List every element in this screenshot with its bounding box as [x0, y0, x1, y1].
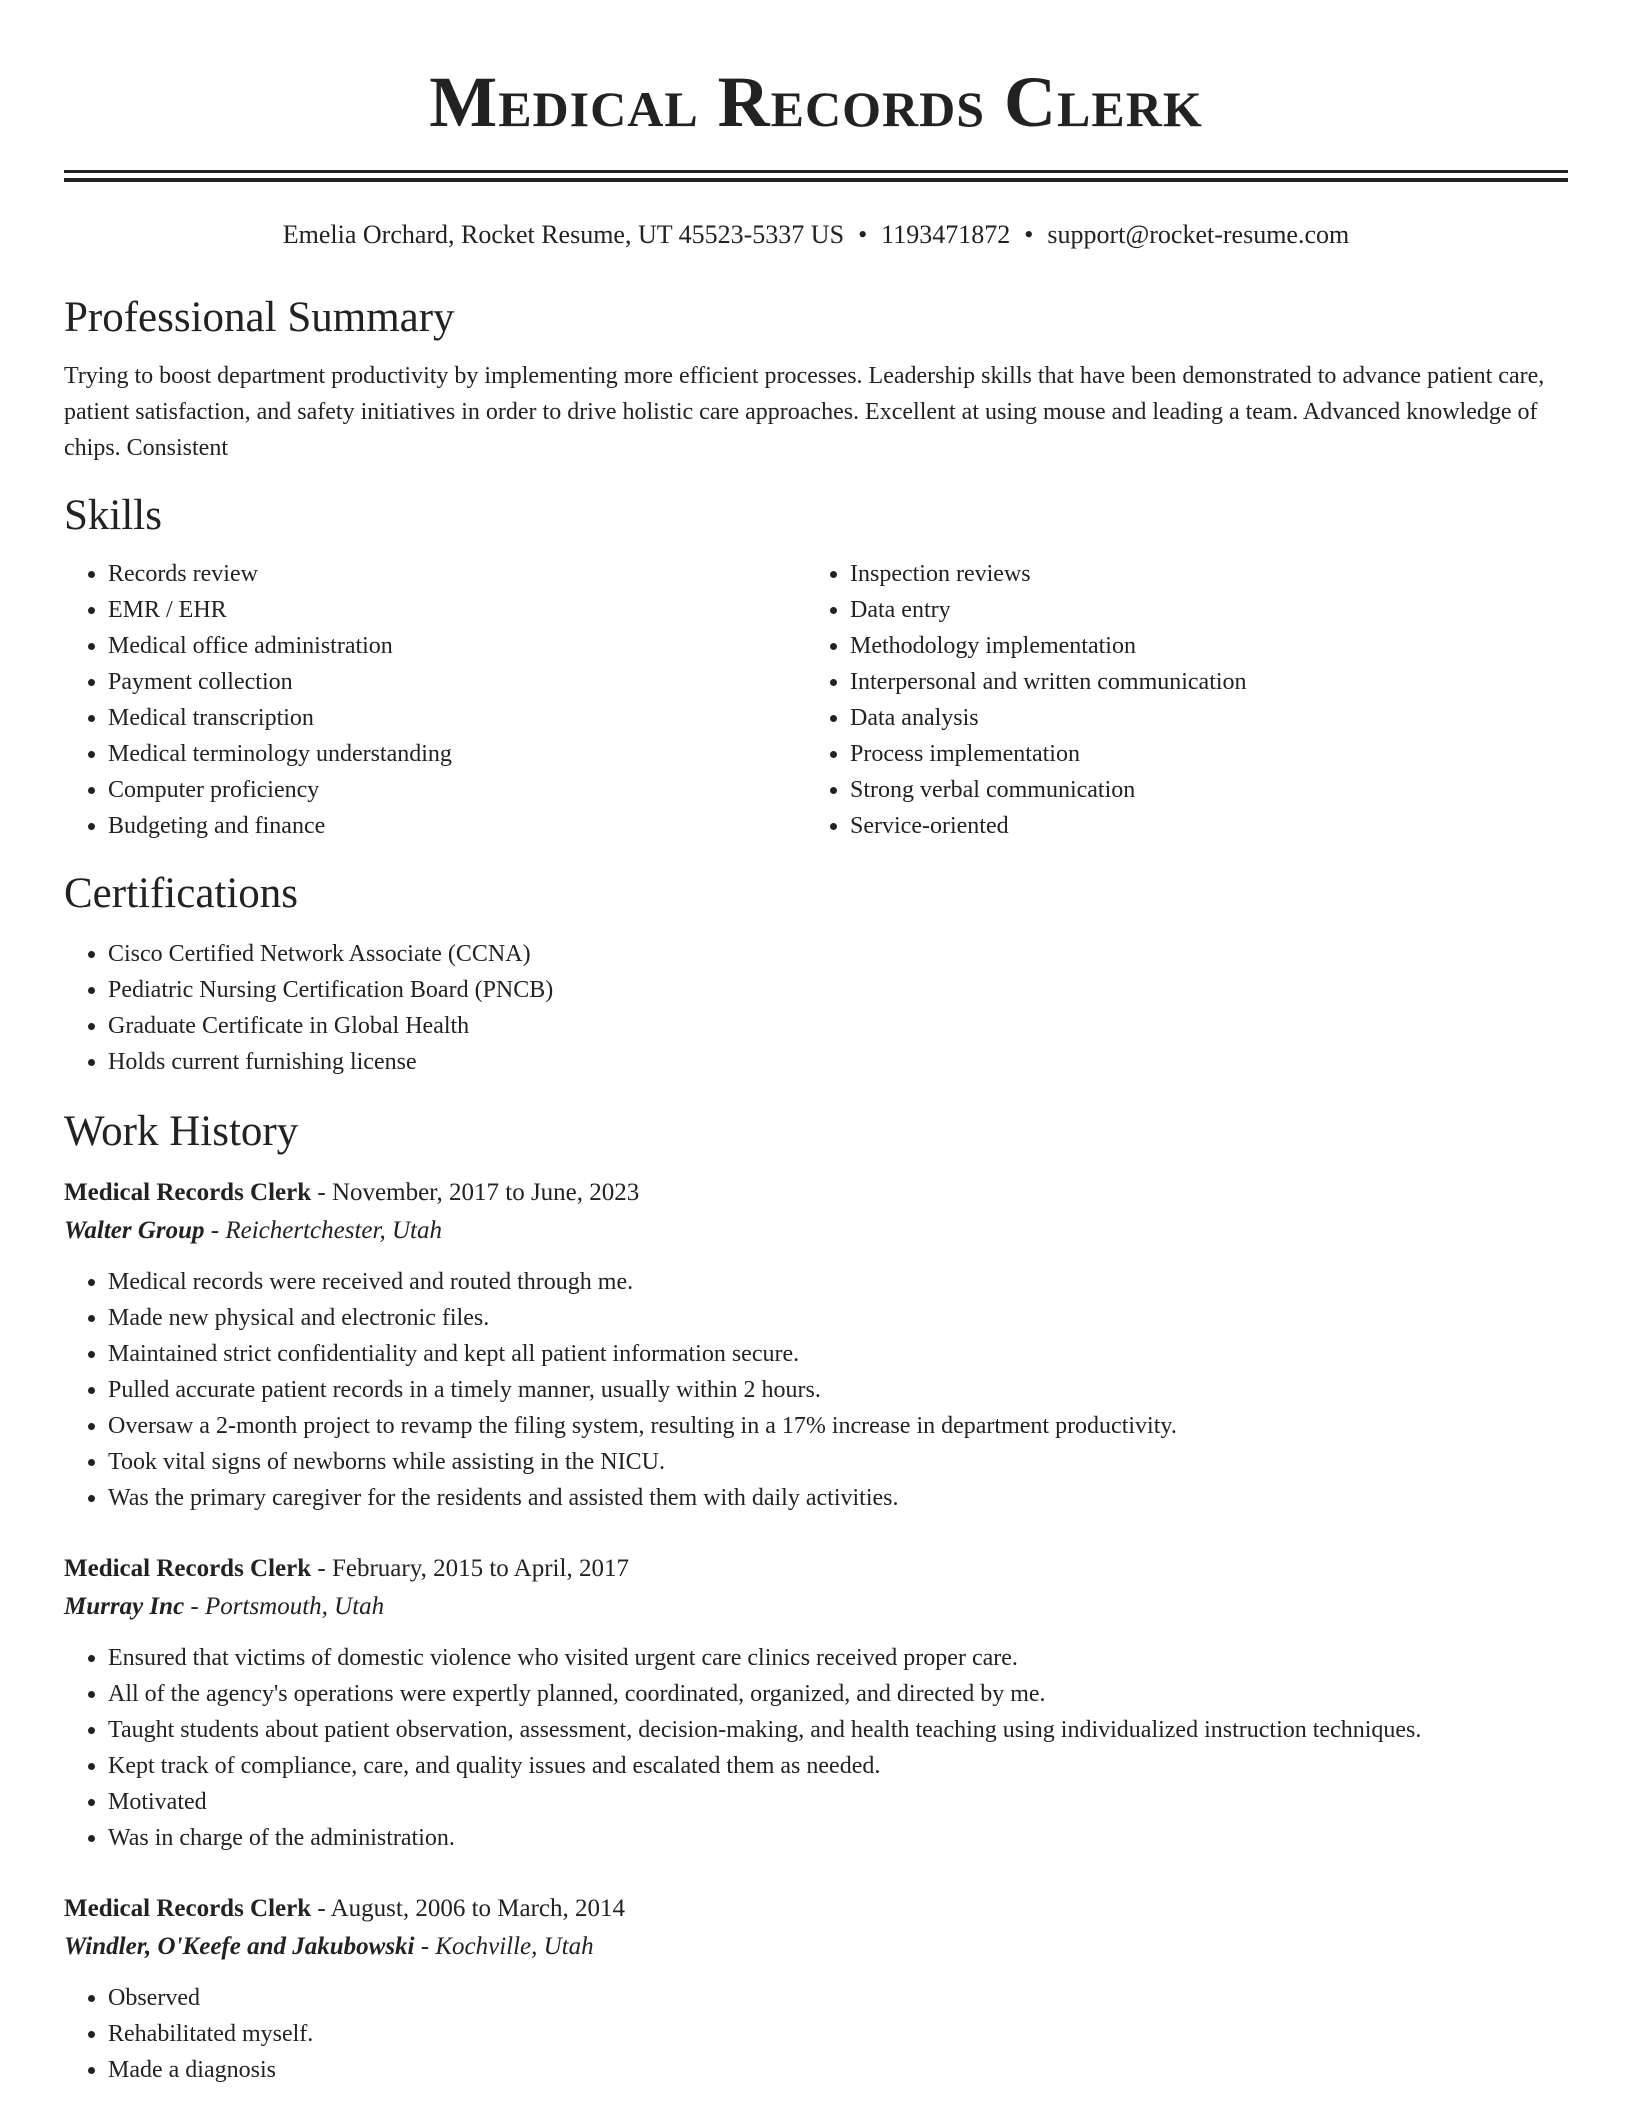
skill-item: • Data entry — [850, 592, 1548, 628]
job-title: Medical Records Clerk — [64, 1555, 312, 1582]
certifications-heading: Certifications — [64, 870, 299, 917]
job-bullet: • Was the primary caregiver for the residents and assisted them with daily activities. — [108, 1480, 1568, 1516]
skill-item: • Inspection reviews — [850, 556, 1548, 592]
job-company-line — [64, 1212, 1568, 1250]
skill-item: • Process implementation — [850, 736, 1548, 772]
summary-section — [64, 292, 1568, 466]
skills-list-right — [806, 556, 1548, 844]
job-bullet: • Kept track of compliance, care, and quality issues and escalated them as needed. — [108, 1748, 1568, 1784]
job-bullet: • Made a diagnosis — [108, 2052, 1568, 2088]
job-dates: - February, 2015 to April, 2017 — [311, 1555, 629, 1582]
summary-heading: Professional Summary — [64, 294, 455, 341]
certifications-section — [64, 868, 1568, 1080]
skills-column-left — [64, 556, 806, 844]
job-bullet: • Maintained strict confidentiality and kept all patient information secure. — [108, 1336, 1568, 1372]
skills-heading: Skills — [64, 492, 162, 539]
title-divider-bottom — [64, 178, 1568, 182]
skills-columns — [64, 556, 1568, 844]
job-title: Medical Records Clerk — [64, 1179, 312, 1206]
job-dates: - November, 2017 to June, 2023 — [311, 1179, 640, 1206]
job-bullets — [64, 1980, 1568, 2088]
skill-item: • Budgeting and finance — [108, 808, 806, 844]
job-company: Murray Inc — [64, 1593, 185, 1620]
job-entry — [64, 1174, 1568, 1516]
job-bullet: • Oversaw a 2-month project to revamp the filing system, resulting in a 17% increase in department productivity. — [108, 1408, 1568, 1444]
job-location: - Kochville, Utah — [414, 1933, 594, 1960]
contact-address: Emelia Orchard, Rocket Resume, UT 45523-5337 US — [282, 220, 845, 249]
certification-item: • Holds current furnishing license — [108, 1044, 1568, 1080]
job-company-line — [64, 1588, 1568, 1626]
skill-item: • Service-oriented — [850, 808, 1548, 844]
skill-item: • Data analysis — [850, 700, 1548, 736]
skill-item: • Strong verbal communication — [850, 772, 1548, 808]
skills-list-left — [64, 556, 806, 844]
contact-phone: 1193471872 — [881, 220, 1011, 249]
job-company: Windler, O'Keefe and Jakubowski — [64, 1933, 415, 1960]
skill-item: • Medical transcription — [108, 700, 806, 736]
job-bullet: • Ensured that victims of domestic violence who visited urgent care clinics received proper care. — [108, 1640, 1568, 1676]
skills-column-right — [806, 556, 1548, 844]
job-bullet: • All of the agency's operations were expertly planned, coordinated, organized, and directed by me. — [108, 1676, 1568, 1712]
job-title-line — [64, 1550, 1568, 1588]
separator-dot: • — [858, 220, 868, 249]
job-entry — [64, 1890, 1568, 2088]
skill-item: • EMR / EHR — [108, 592, 806, 628]
job-company-line — [64, 1928, 1568, 1966]
page-title: Medical Records Clerk — [429, 62, 1203, 142]
skill-item: • Computer proficiency — [108, 772, 806, 808]
separator-dot: • — [1024, 220, 1034, 249]
job-entry — [64, 1550, 1568, 1856]
job-bullets — [64, 1264, 1568, 1516]
skill-item: • Interpersonal and written communication — [850, 664, 1548, 700]
summary-text: Trying to boost department productivity by implementing more efficient processes. Leadership skills that have been demonstrated to advance patient care, patient satisfaction, and safety initiatives in order to drive holistic care approaches. Excellent at using mouse and leading a team. Advanced knowledge of chips. Consistent — [64, 363, 1545, 461]
job-bullet: • Was in charge of the administration. — [108, 1820, 1568, 1856]
job-title: Medical Records Clerk — [64, 1895, 312, 1922]
job-bullet: • Observed — [108, 1980, 1568, 2016]
work-history-heading: Work History — [64, 1108, 299, 1155]
job-dates: - August, 2006 to March, 2014 — [311, 1895, 626, 1922]
job-bullets — [64, 1640, 1568, 1856]
work-history-section — [64, 1106, 1568, 2088]
job-company: Walter Group — [64, 1217, 205, 1244]
contact-line — [64, 218, 1568, 252]
job-bullet: • Pulled accurate patient records in a timely manner, usually within 2 hours. — [108, 1372, 1568, 1408]
job-title-line — [64, 1890, 1568, 1928]
job-bullet: • Rehabilitated myself. — [108, 2016, 1568, 2052]
certifications-list — [64, 936, 1568, 1080]
job-bullet: • Taught students about patient observation, assessment, decision-making, and health teaching using individualized instruction techniques. — [108, 1712, 1568, 1748]
job-bullet: • Made new physical and electronic files. — [108, 1300, 1568, 1336]
resume-page — [64, 0, 1568, 2088]
job-bullet: • Took vital signs of newborns while assisting in the NICU. — [108, 1444, 1568, 1480]
certification-item: • Cisco Certified Network Associate (CCNA) — [108, 936, 1568, 972]
skill-item: • Medical terminology understanding — [108, 736, 806, 772]
title-divider-top — [64, 170, 1568, 173]
job-title-line — [64, 1174, 1568, 1212]
skill-item: • Methodology implementation — [850, 628, 1548, 664]
skill-item: • Payment collection — [108, 664, 806, 700]
certification-item: • Pediatric Nursing Certification Board (PNCB) — [108, 972, 1568, 1008]
job-bullet: • Motivated — [108, 1784, 1568, 1820]
job-location: - Reichertchester, Utah — [204, 1217, 442, 1244]
job-bullet: • Medical records were received and routed through me. — [108, 1264, 1568, 1300]
contact-email: support@rocket-resume.com — [1047, 220, 1350, 249]
skill-item: • Medical office administration — [108, 628, 806, 664]
skills-section — [64, 490, 1568, 844]
job-location: - Portsmouth, Utah — [184, 1593, 385, 1620]
skill-item: • Records review — [108, 556, 806, 592]
certification-item: • Graduate Certificate in Global Health — [108, 1008, 1568, 1044]
